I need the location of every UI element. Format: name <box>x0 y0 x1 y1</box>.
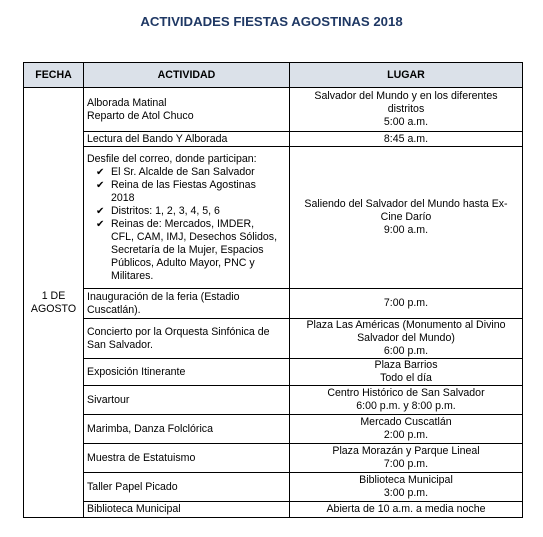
lugar-cell <box>290 415 523 444</box>
actividad-cell <box>84 289 290 319</box>
actividad-cell <box>84 147 290 289</box>
page-title: ACTIVIDADES FIESTAS AGOSTINAS 2018 <box>140 14 403 29</box>
lugar-cell <box>290 147 523 289</box>
actividad-text: Biblioteca Municipal <box>87 503 181 515</box>
actividad-text: San Salvador. <box>87 338 153 351</box>
fecha-cell <box>24 88 84 518</box>
lugar-text: Abierta de 10 a.m. a media noche <box>326 503 486 515</box>
header-fecha: FECHA <box>24 63 84 88</box>
actividad-text: Inauguración de la feria (Estadio <box>87 290 240 303</box>
actividad-text: Concierto por la Orquesta Sinfónica de <box>87 325 270 338</box>
actividad-cell <box>84 132 290 147</box>
table-row <box>24 88 523 132</box>
list-item-text: Reinas de: Mercados, IMDER, <box>111 217 255 230</box>
lugar-text: Plaza Barrios <box>374 359 438 371</box>
table-row <box>24 132 523 147</box>
actividad-text: Cuscatlán). <box>87 303 141 316</box>
lugar-text: Saliendo del Salvador del Mundo hasta Ex- <box>304 198 508 210</box>
actividad-text: Lectura del Bando Y Alborada <box>87 132 228 145</box>
list-item <box>87 166 286 179</box>
fecha-text: 1 DE <box>41 289 66 302</box>
header-row <box>24 63 523 88</box>
checkmark-icon: ✔ <box>96 205 105 217</box>
lugar-text: Salvador del Mundo y en los diferentes <box>314 90 498 102</box>
lugar-text: Cine Darío <box>380 211 432 223</box>
actividad-text: Alborada Matinal <box>87 96 167 109</box>
lugar-cell <box>290 444 523 473</box>
lugar-cell <box>290 473 523 502</box>
actividad-cell <box>84 502 290 518</box>
actividad-text: Desfile del correo, donde participan: <box>87 152 257 165</box>
lugar-text: 2:00 p.m. <box>383 429 429 441</box>
lugar-text: 3:00 p.m. <box>383 487 429 499</box>
lugar-text: 8:45 a.m. <box>383 132 429 145</box>
actividad-cell <box>84 88 290 132</box>
lugar-text: Todo el día <box>380 372 432 384</box>
lugar-text: Plaza Las Américas (Monumento al Divino <box>306 319 506 331</box>
actividad-text: Marimba, Danza Folclórica <box>87 422 213 435</box>
table-row <box>24 415 523 444</box>
list-item <box>87 205 286 218</box>
list-item-text: 2018 <box>111 191 135 204</box>
actividad-cell <box>84 444 290 473</box>
lugar-text: 7:00 p.m. <box>383 297 429 309</box>
checkmark-icon: ✔ <box>96 166 105 178</box>
lugar-cell <box>290 319 523 359</box>
actividad-text: Reparto de Atol Chuco <box>87 109 194 122</box>
list-item-text: Militares. <box>111 269 154 282</box>
table-row <box>24 147 523 289</box>
list-item-text: Públicos, Adulto Mayor, PNC y <box>111 256 255 269</box>
checkmark-icon: ✔ <box>96 218 105 230</box>
lugar-text: distritos <box>387 103 425 115</box>
lugar-text: 6:00 p.m. <box>383 345 429 357</box>
header-lugar: LUGAR <box>290 63 523 88</box>
lugar-cell <box>290 88 523 132</box>
table-row <box>24 359 523 386</box>
actividad-cell <box>84 473 290 502</box>
actividad-text: Exposición Itinerante <box>87 365 186 378</box>
table-row <box>24 502 523 518</box>
actividad-cell <box>84 386 290 415</box>
actividad-cell <box>84 359 290 386</box>
header-actividad: ACTIVIDAD <box>84 63 290 88</box>
table-row <box>24 319 523 359</box>
activities-table <box>23 62 523 518</box>
lugar-cell <box>290 386 523 415</box>
actividad-text: Taller Papel Picado <box>87 480 178 493</box>
list-item <box>87 179 286 205</box>
table-row <box>24 444 523 473</box>
lugar-text: 5:00 a.m. <box>383 116 429 128</box>
fecha-text: AGOSTO <box>30 302 77 315</box>
table-row <box>24 289 523 319</box>
actividad-cell <box>84 415 290 444</box>
participants-list <box>87 166 286 283</box>
lugar-text: Biblioteca Municipal <box>359 474 453 486</box>
actividad-text: Sivartour <box>87 393 130 406</box>
table-row <box>24 386 523 415</box>
lugar-text: Plaza Morazán y Parque Lineal <box>332 445 480 457</box>
lugar-text: Mercado Cuscatlán <box>360 416 452 428</box>
lugar-cell <box>290 359 523 386</box>
lugar-cell <box>290 289 523 319</box>
actividad-cell <box>84 319 290 359</box>
lugar-cell <box>290 132 523 147</box>
lugar-text: Salvador del Mundo) <box>357 332 455 344</box>
lugar-text: 9:00 a.m. <box>383 224 429 236</box>
lugar-text: 6:00 p.m. y 8:00 p.m. <box>356 400 456 412</box>
lugar-cell <box>290 502 523 518</box>
list-item-text: CFL, CAM, IMJ, Desechos Sólidos, <box>111 230 278 243</box>
lugar-text: 7:00 p.m. <box>383 458 429 470</box>
list-item-text: Distritos: 1, 2, 3, 4, 5, 6 <box>111 204 220 217</box>
checkmark-icon: ✔ <box>96 179 105 191</box>
list-item-text: Reina de las Fiestas Agostinas <box>111 178 256 191</box>
list-item-text: El Sr. Alcalde de San Salvador <box>111 165 255 178</box>
lugar-text: Centro Histórico de San Salvador <box>327 387 485 399</box>
list-item <box>87 218 286 283</box>
table-row <box>24 473 523 502</box>
list-item-text: Secretaría de la Mujer, Espacios <box>111 243 264 256</box>
actividad-text: Muestra de Estatuismo <box>87 451 196 464</box>
